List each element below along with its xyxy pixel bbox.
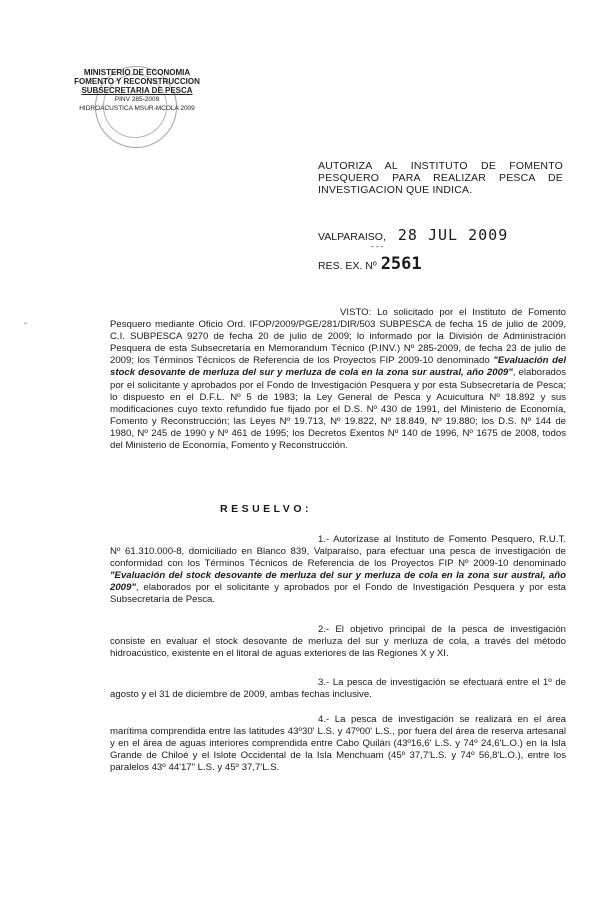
resolution-number-line — [318, 254, 563, 274]
letterhead-project: HIDROACUSTICA MSUR-MCOLA 2009 — [79, 105, 195, 112]
date-underline: - - - — [371, 242, 384, 251]
item-3 — [110, 677, 566, 701]
visto-project-name: "Evaluación del stock desovante de merluza del sur y merluza de cola en la zona sur austral, año 2009" — [110, 355, 566, 379]
item-4 — [110, 714, 566, 774]
visto-text-1: VISTO: Lo solicitado por el Instituto de Fomento Pesquero mediante Oficio Ord. IFOP/2009/PGE/281/DIR/503 SUBPESCA de fecha 15 de julio de 2009, C.I. SUBPESCA 9270 de fecha 20 de julio de 2009; lo informado por la División de Administración Pesquera de esta Subsecretaría en Memorandum Técnico (P.INV.) Nº 285-2009, de fecha 23 de julio de 2009; los Términos Técnicos de Referencia de los Proyectos FIP 2009-10 denominado — [110, 307, 566, 367]
item-2-text: 2.- El objetivo principal de la pesca de investigación consiste en evaluar el stock desovante de merluza del sur y merluza de cola, a través del método hidroacústico, existente en el litoral de aguas exteriores de las Regiones X y XI. — [110, 624, 566, 660]
letterhead-pinv: PINV 285-2009 — [114, 96, 160, 103]
letterhead-ministry: MINISTERIO DE ECONOMIA — [83, 68, 191, 77]
letterhead — [62, 68, 212, 113]
item-4-text: 4.- La pesca de investigación se realizará en el área marítima comprendida entre las latitudes 43º30' L.S. y 47º00' L.S., por fuera del área de reserva artesanal y en el área de aguas interiores comprendida entre Cabo Quilán (43º16,6' L.S. y 74º 24,6'L.O.) en la Isla Grande de Chiloé y el Islote Occidental de la Isla Menchuam (45º 37,7'L.S. y 74º 56,8'L.O.), entre los paralelos 43º 44'17" L.S. y 45º 37,7'L.S. — [110, 714, 566, 774]
item-2 — [110, 624, 566, 660]
letterhead-subsecretaria: SUBSECRETARIA DE PESCA — [81, 86, 193, 95]
resolution-number: 2561 — [380, 254, 422, 274]
item-1-text-1: 1.- Autorízase al Instituto de Fomento Pesquero, R.U.T. Nº 61.310.000-8, domiciliado en Blanco 839, Valparaíso, para efectuar una pesca de investigación de conformidad con los Términos Técnicos de Referencia de los Proyectos FIP Nº 2009-10 denominado — [110, 534, 566, 570]
item-1-text-2: , elaborados por el solicitante y aprobados por el Fondo de Investigación Pesquera y por esta Subsecretaría de Pesca. — [110, 582, 566, 606]
date-stamp: 28 JUL 2009 — [397, 226, 509, 244]
resuelvo-heading: RESUELVO: — [220, 503, 312, 515]
visto-paragraph — [110, 307, 566, 452]
item-1-project-name: "Evaluación del stock desovante de merluza del sur y merluza de cola en la zona sur austral, año 2009" — [110, 570, 566, 594]
margin-mark: - — [24, 318, 27, 328]
document-title: AUTORIZA AL INSTITUTO DE FOMENTO PESQUERO PARA REALIZAR PESCA DE INVESTIGACION QUE INDICA. — [318, 160, 563, 196]
resolution-label: RES. EX. Nº — [318, 260, 377, 272]
visto-text-2: , elaborados por el solicitante y aprobados por el Fondo de Investigación Pesquera y por esta Subsecretaría de Pesca; lo dispuesto en el D.F.L. Nº 5 de 1983; la Ley General de Pesca y Acuicultura Nº 18.892 y sus modificaciones cuyo texto refundido fue fijado por el D.S. Nº 430 de 1991, del Ministerio de Economía, Fomento y Reconstrucción; las Leyes Nº 19.713, Nº 19.822, Nº 18.849, Nº 19.880; los D.S. Nº 144 de 1980, Nº 245 de 1990 y Nº 461 de 1995; los Decretos Exentos Nº 140 de 1996, Nº 1675 de 2008, todos del Ministerio de Economía, Fomento y Reconstrucción. — [110, 367, 566, 452]
item-1 — [110, 534, 566, 607]
item-3-text: 3.- La pesca de investigación se efectuará entre el 1º de agosto y el 31 de diciembre de 2009, ambas fechas inclusive. — [110, 677, 566, 701]
place: VALPARAISO, — [318, 231, 386, 243]
letterhead-ministry-2: FOMENTO Y RECONSTRUCCION — [74, 77, 200, 86]
date-line — [318, 226, 563, 244]
